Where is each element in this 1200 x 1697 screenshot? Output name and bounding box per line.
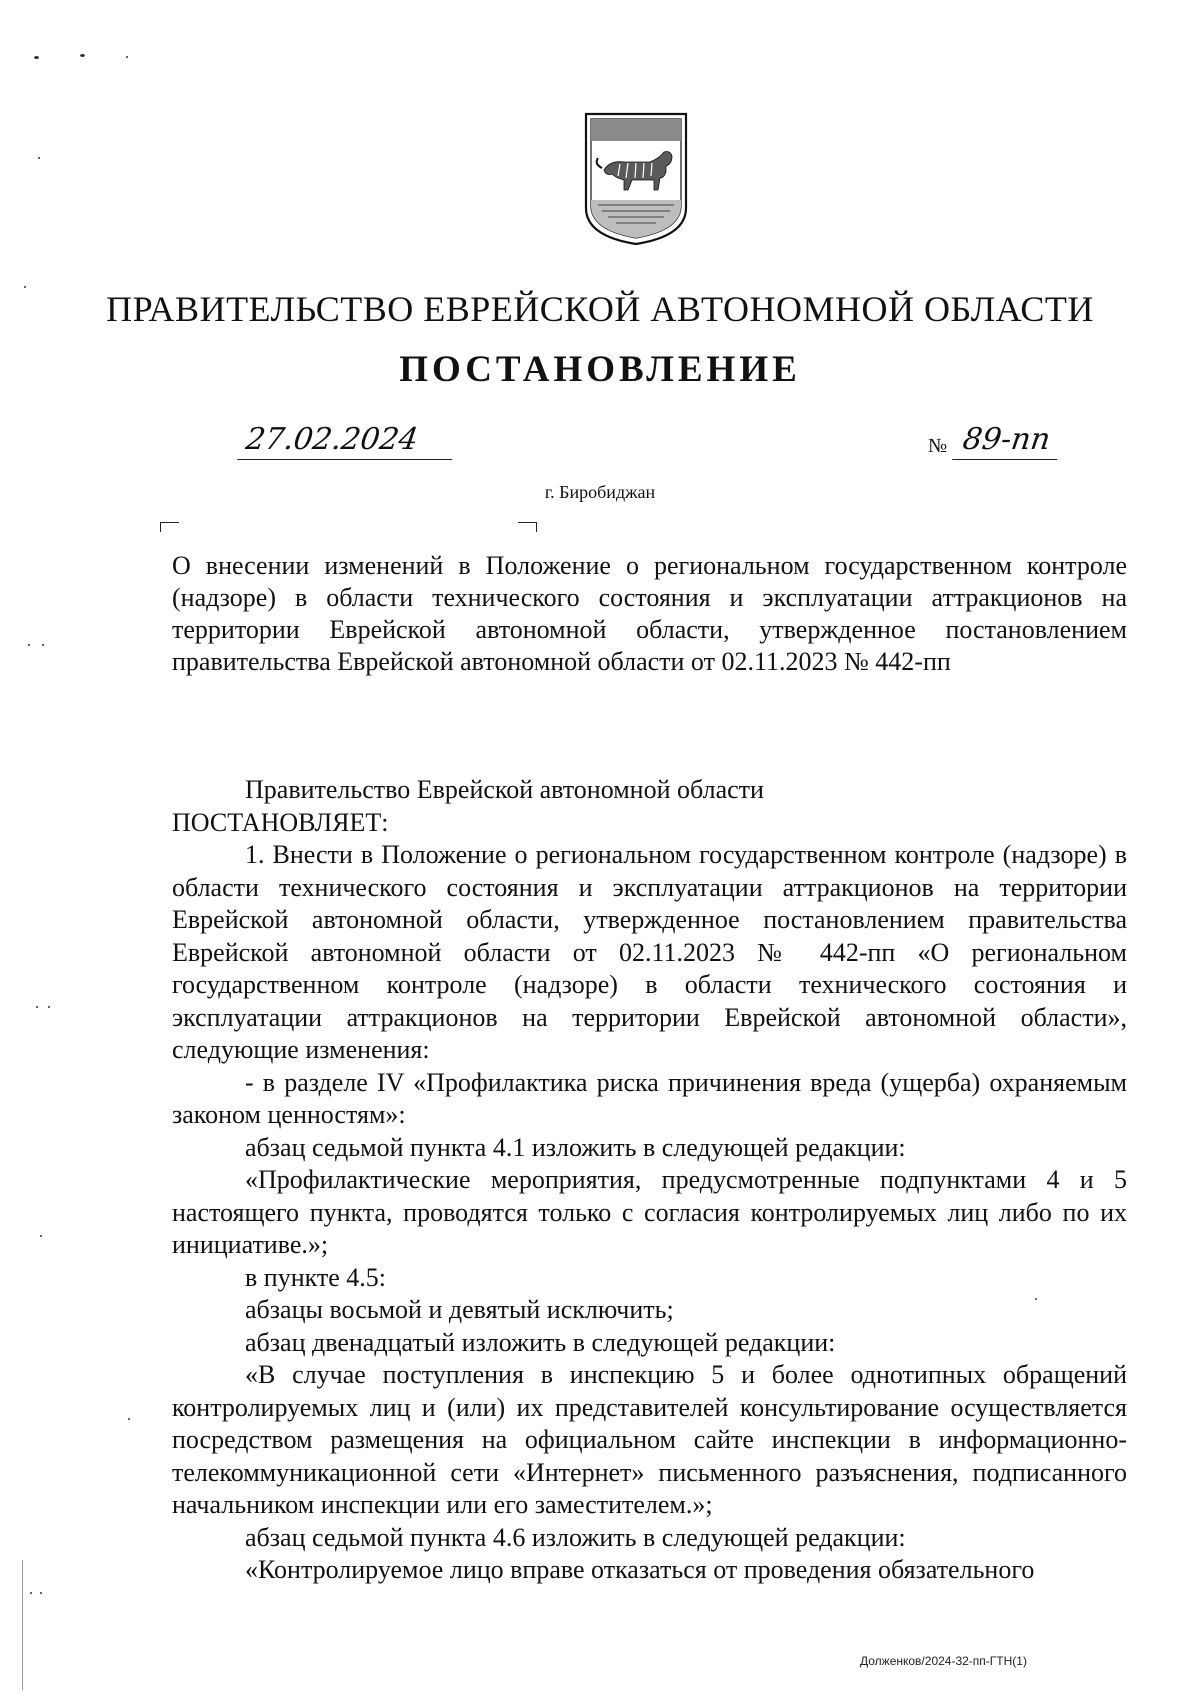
body-paragraph: ПОСТАНОВЛЯЕТ: (172, 807, 389, 837)
corner-mark-right (518, 522, 537, 532)
government-title: ПРАВИТЕЛЬСТВО ЕВРЕЙСКОЙ АВТОНОМНОЙ ОБЛАСТИ (106, 289, 1094, 329)
scan-speck (34, 56, 39, 59)
body-paragraph: абзац седьмой пункта 4.6 изложить в следующей редакции: (245, 1522, 906, 1552)
scan-speck (36, 1006, 38, 1008)
scan-speck (24, 286, 26, 288)
document-subject: О внесении изменений в Положение о региональном государственном контроле (надзоре) в области технического состояния и эксплуатации аттракционов на территории Еврейской автономной области, утвержденное постановлением правительства Еврейской автономной области от 02.11.2023 № 442-пп (172, 551, 1127, 676)
scan-speck (40, 1235, 42, 1237)
scan-speck (80, 54, 85, 57)
body-paragraph: «В случае поступления в инспекцию 5 и более однотипных обращений контролируемых лиц и (или) их представителей консультирование осуществляется посредством размещения на официальном сайте инспекции в информационно-телекоммуникационной сети «Интернет» письменного разъяснения, подписанного начальником инспекции или его заместителем.»; (172, 1360, 1127, 1519)
scan-speck (126, 56, 128, 58)
body-paragraph: «Контролируемое лицо вправе отказаться от проведения обязательного (245, 1555, 1035, 1584)
scan-speck (30, 1592, 32, 1594)
body-paragraph: Правительство Еврейской автономной области (245, 775, 764, 804)
handwritten-number: 89-пп (952, 420, 1063, 460)
scan-speck (28, 644, 30, 646)
document-body (172, 774, 1127, 1587)
scan-speck (38, 157, 40, 159)
body-paragraph: абзацы восьмой и девятый исключить; (245, 1295, 674, 1324)
scan-speck (42, 644, 44, 646)
corner-mark-left (160, 522, 179, 532)
body-paragraph: 1. Внести в Положение о региональном государственном контроле (надзоре) в области технического состояния и эксплуатации аттракционов на территории Еврейской автономной области, утвержденное постановлением правительства Еврейской автономной области от 02.11.2023 № 442-пп «О региональном государственном контроле (надзоре) в области технического состояния и эксплуатации аттракционов на территории Еврейской автономной области», следующие изменения: (172, 840, 1127, 1064)
document-code: Долженков/2024-32-пп-ГТН(1) (860, 1654, 1027, 1668)
scan-speck (22, 1560, 23, 1690)
number-prefix: № (928, 435, 948, 457)
tiger-coat-of-arms-icon (580, 108, 692, 248)
body-paragraph: «Профилактические мероприятия, предусмотренные подпунктами 4 и 5 настоящего пункта, проводятся только с согласия контролируемых лиц либо по их инициативе.»; (172, 1165, 1127, 1259)
scan-speck (48, 1006, 50, 1008)
body-paragraph: абзац седьмой пункта 4.1 изложить в следующей редакции: (245, 1132, 906, 1162)
body-paragraph: абзац двенадцатый изложить в следующей редакции: (245, 1327, 836, 1357)
city-name: г. Биробиджан (544, 482, 656, 502)
scan-speck (128, 1418, 130, 1420)
scan-speck (1035, 1298, 1037, 1300)
handwritten-date: 27.02.2024 (237, 420, 458, 460)
document-type: ПОСТАНОВЛЕНИЕ (399, 349, 801, 390)
body-paragraph: в пункте 4.5: (245, 1262, 387, 1292)
body-paragraph: - в разделе IV «Профилактика риска причинения вреда (ущерба) охраняемым законом ценностям»: (172, 1067, 1127, 1129)
scan-speck (40, 1592, 42, 1594)
